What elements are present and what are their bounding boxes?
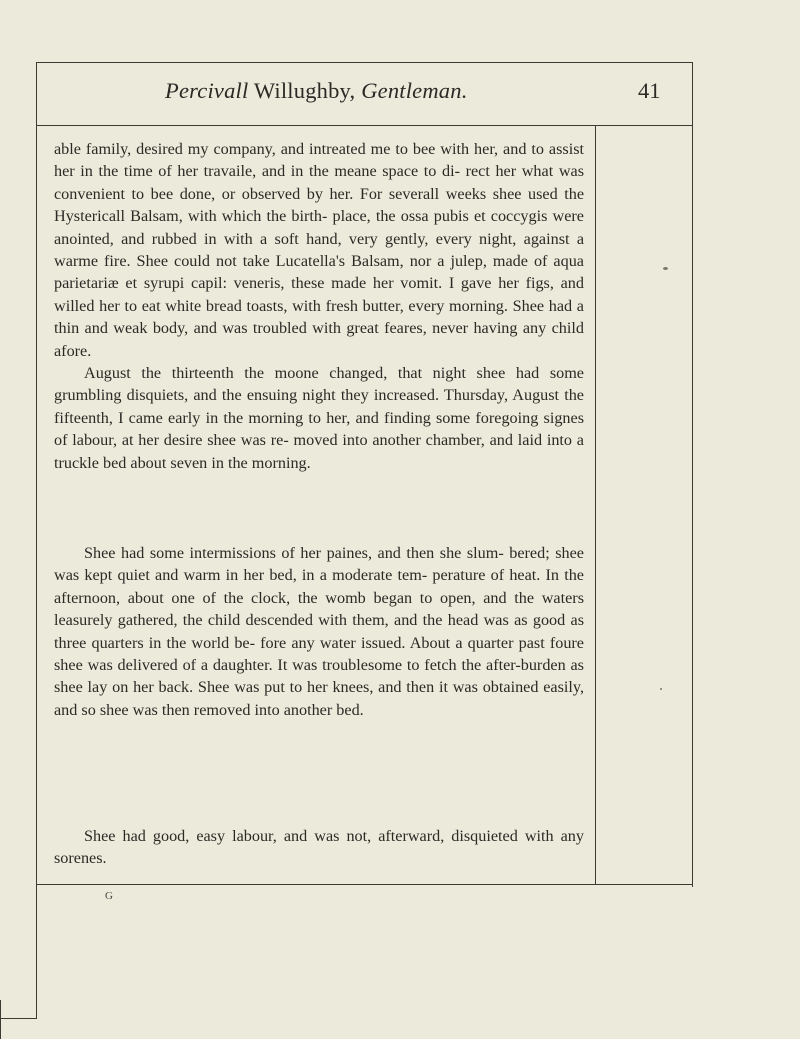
text-bottom-rule: [37, 884, 692, 885]
running-title-name: Percivall: [165, 78, 249, 103]
running-title-epithet: Gentleman.: [361, 78, 468, 103]
paragraph: August the thirteenth the moone changed, that night shee had some grumbling disquiets, and the ensuing night they increased. Thursday, August the fifteenth, I came early in the morning to her, and finding some foregoing signes of labour, at her desire shee was re- moved into another chamber, and laid into a truckle bed about seven in the morning.: [54, 364, 584, 472]
paragraph: Shee had some intermissions of her paines, and then she slum- bered; shee was kept quiet and warm in her bed, in a moderate tem- perature of heat. In the afternoon, about one of the clock, the womb began to open, and the waters leasurely gathered, the child descended with them, and the head was as good as three quarters in the world be- fore any water issued. About a quarter past foure shee was delivered of a daughter. It was troublesome to fetch the after-burden as shee lay on her back. Shee was put to her knees, and then it was obtained easily, and so shee was then removed into another bed.: [54, 544, 584, 719]
paragraph: able family, desired my company, and intreated me to bee with her, and to assist her in the time of her travaile, and in the meane space to di- rect her what was convenient to bee done, or observed by her. For severall weeks shee used the Hystericall Balsam, with which the birth- place, the ossa pubis et coccygis were anointed, and rubbed in with a soft hand, very gently, every night, against a warme fire. Shee could not take Lucatella's Balsam, nor a julep, made of aqua parietariæ et syrupi capil: veneris, these made her vomit. I gave her figs, and willed her to eat white bread toasts, with fresh butter, every morning. Shee had a thin and weak body, and was troubled with great feares, never having any child afore.: [54, 140, 584, 360]
paragraph: Shee had good, easy labour, and was not, afterward, disquieted with any sorenes.: [54, 827, 584, 868]
frame-rule-left-bottom: [0, 1018, 37, 1019]
page-number: 41: [638, 78, 661, 103]
running-title: [165, 78, 468, 104]
paper-speck: [663, 267, 668, 270]
signature-mark: G: [105, 890, 113, 902]
header-rule: [37, 125, 692, 126]
frame-rule-left-low: [0, 1000, 1, 1039]
paper-speck: [660, 688, 662, 690]
margin-column-rule: [595, 126, 596, 884]
frame-rule-right: [692, 62, 693, 887]
frame-rule-left: [36, 62, 37, 1019]
running-title-surname: Willughby,: [248, 78, 362, 103]
frame-rule-top: [36, 62, 693, 63]
